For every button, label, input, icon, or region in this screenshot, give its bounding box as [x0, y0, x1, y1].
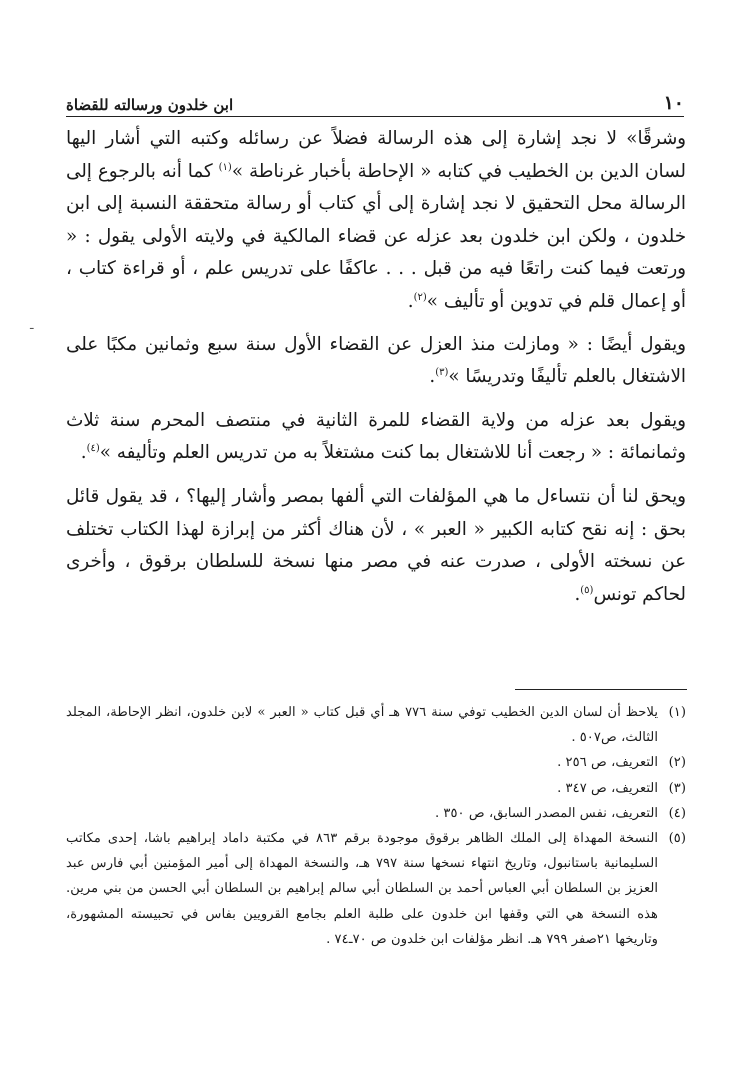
footnote-item: [66, 776, 686, 801]
footnote-number: (٤): [668, 805, 686, 821]
paragraph-2-text-a: ويقول أيضًا : « ومازلت منذ العزل عن القضاء الأول سنة سبع وثمانين مكبًا على الاشتغال بالعلم تأليفًا وتدريسًا »: [66, 333, 686, 388]
footnote-text: يلاحظ أن لسان الدين الخطيب توفي سنة ٧٧٦ هـ أي قبل كتاب « العبر » لابن خلدون، انظر الإحاطة، المجلد الثالث، ص٥٠٧ .: [66, 705, 658, 746]
footnote-item: [66, 826, 686, 952]
paragraph-4: [66, 481, 686, 611]
footnote-item: [66, 801, 686, 826]
footnote-ref-4[interactable]: (٤): [86, 443, 100, 455]
footnote-item: [66, 750, 686, 775]
footnote-text: التعريف، ص ٢٥٦ .: [557, 755, 658, 771]
footnotes: [66, 700, 686, 952]
margin-mark: ـ: [30, 318, 34, 332]
paragraph-2: [66, 329, 686, 394]
paragraph-3-text-a: ويقول بعد عزله من ولاية القضاء للمرة الثانية في منتصف المحرم سنة ثلاث وثمانمائة : « رجعت أنا للاشتغال بما كنت مشتغلاً به من تدريس العلم وتأليفه »: [66, 409, 686, 464]
running-title: ابن خلدون ورسالته للقضاة: [66, 96, 234, 114]
paragraph-3-text-b: .: [80, 442, 87, 464]
page-header: [66, 86, 684, 117]
paragraph-1-text-a: وشرقًا» لا نجد إشارة إلى هذه الرسالة فضلاً عن رسائله وكتبه التي أشار اليها لسان الدين بن الخطيب في كتابه « الإحاطة بأخبار غرناطة »: [66, 128, 686, 182]
paragraph-1-text-b: كما أنه بالرجوع إلى الرسالة محل التحقيق لا نجد إشارة إلى أي كتاب أو رسالة متحققة النسبة إلى ابن خلدون ، ولكن ابن خلدون بعد عزله عن قضاء المالكية في ولايته الأولى يقول : « ورتعت فيما كنت راتعًا فيه من قبل . . . عاكفًا على تدريس علم ، أو قراءة كتاب ، أو إعمال قلم في تدوين أو تأليف »: [66, 160, 686, 312]
footnote-item: [66, 700, 686, 750]
page-number: ١٠: [663, 92, 684, 114]
footnote-text: التعريف، نفس المصدر السابق، ص ٣٥٠ .: [435, 805, 658, 821]
footnote-ref-5[interactable]: (٥): [580, 584, 594, 596]
footnote-ref-3[interactable]: (٣): [435, 367, 449, 379]
footnote-ref-2[interactable]: (٢): [413, 291, 427, 303]
footnote-number: (١): [668, 705, 686, 720]
paragraph-3: [66, 405, 686, 470]
paragraph-2-text-b: .: [429, 366, 436, 388]
paragraph-4-text-b: .: [574, 583, 581, 605]
footnote-separator: [515, 689, 687, 690]
footnote-number: (٣): [668, 780, 686, 796]
paragraph-4-text-a: ويحق لنا أن نتساءل ما هي المؤلفات التي ألفها بمصر وأشار إليها؟ ، قد يقول قائل بحق : إنه نقح كتابه الكبير « العبر » ، لأن هناك أكثر من إبرازة لهذا الكتاب تختلف عن نسخته الأولى ، صدرت عنه في مصر منها نسخة للسلطان برقوق ، وأخرى لحاكم تونس: [66, 485, 686, 605]
footnote-number: (٥): [668, 831, 686, 847]
main-text: [66, 123, 686, 622]
paragraph-1-text-c: .: [407, 290, 414, 312]
footnote-text: التعريف، ص ٣٤٧ .: [557, 780, 658, 796]
footnote-text: النسخة المهداة إلى الملك الظاهر برقوق موجودة برقم ٨٦٣ في مكتبة داماد إبراهيم باشا، إحدى مكاتب السليمانية باستانبول، وتاريخ انتهاء نسخها سنة ٧٩٧ هـ، والنسخة المهداة إلى أمير المؤمنين أبي فارس عبد العزيز بن السلطان أبي العباس أحمد بن السلطان أبي سالم إبراهيم بن السلطان أبي الحسن من بني مرين. هذه النسخة هي التي وقفها ابن خلدون على طلبة العلم بجامع القرويين بفاس في تحبيسته المشهورة، وتاريخها ٢١صفر ٧٩٩ هـ. انظر مؤلفات ابن خلدون ص ٧٠ـ٧٤ .: [66, 831, 658, 947]
footnote-ref-1[interactable]: (١): [218, 161, 232, 173]
paragraph-1: [66, 123, 686, 319]
footnote-number: (٢): [668, 755, 686, 771]
